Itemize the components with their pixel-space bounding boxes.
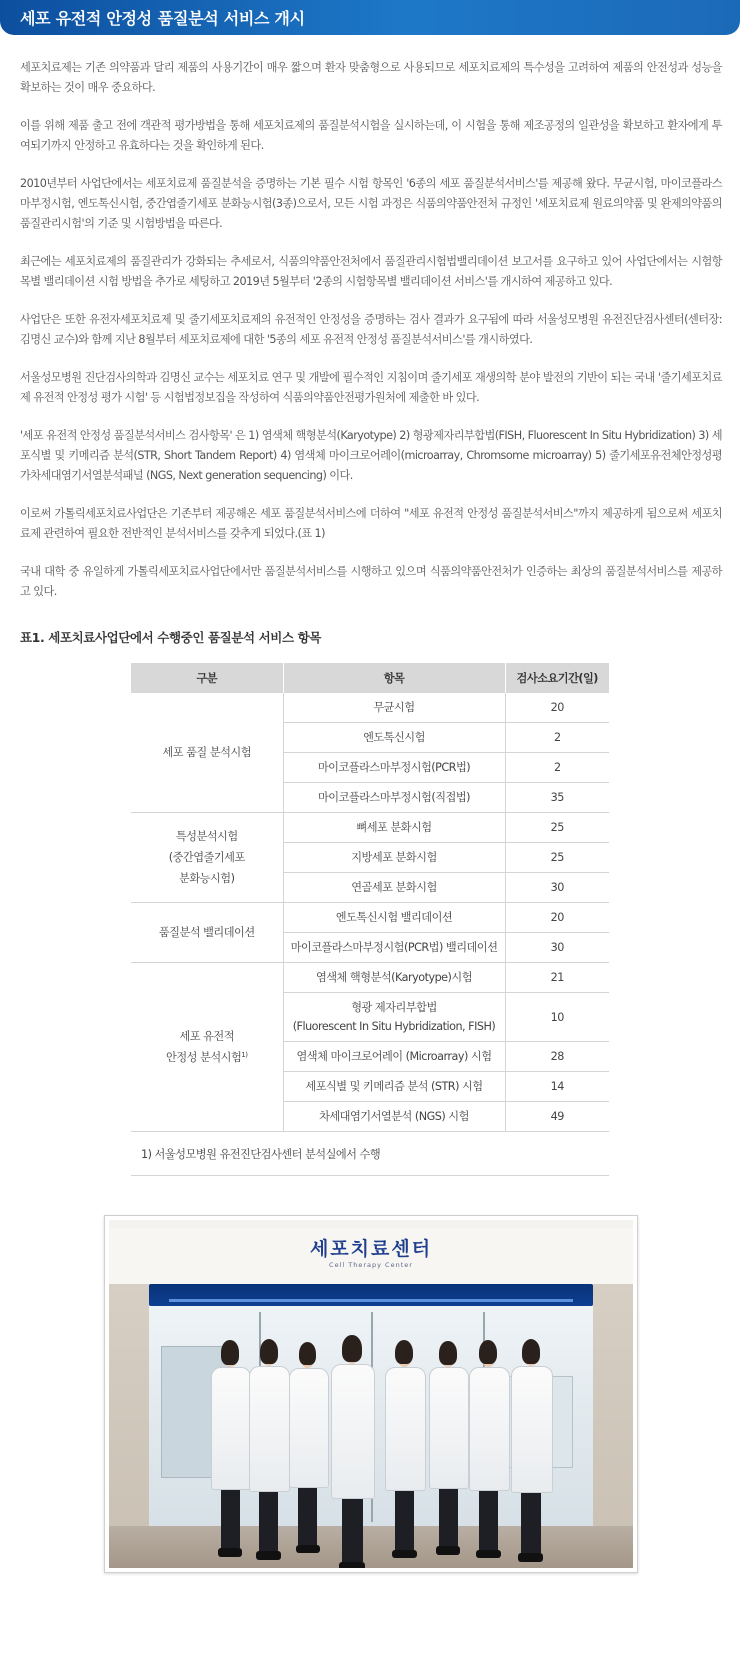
item-cell: 무균시험 [283, 693, 505, 723]
item-cell: 세포식별 및 키메리즘 분석 (STR) 시험 [283, 1072, 505, 1102]
hair [221, 1340, 239, 1364]
item-cell: 차세대염기서열분석 (NGS) 시험 [283, 1102, 505, 1132]
days-cell: 2 [505, 753, 609, 783]
column-header-category: 구분 [131, 663, 283, 693]
item-cell: 마이코플라스마부정시험(PCR법) 밸리데이션 [283, 933, 505, 963]
days-cell: 25 [505, 843, 609, 873]
table-row [131, 693, 609, 723]
hair [299, 1342, 316, 1366]
page-title-part1: 세포 유전적 안정성 [20, 9, 152, 28]
days-cell: 30 [505, 873, 609, 903]
table-footnote [131, 1137, 609, 1176]
days-cell: 49 [505, 1102, 609, 1132]
service-table [131, 663, 609, 1132]
legs [395, 1489, 414, 1549]
center-sign [109, 1228, 633, 1284]
column-header-days: 검사소요기간(일) [505, 663, 609, 693]
paragraph: 최근에는 세포치료제의 품질관리가 강화되는 추세로서, 식품의약품안전처에서 품질관리시험법밸리데이션 보고서를 요구하고 있어 사업단에서는 시험항목별 밸리데이션 시험 방법을 추가로 세팅하고 2019년 5월부터 '2종의 시험항목별 밸리데이션 서비스'를 개시하여 제공하고 있다. [20, 255, 722, 288]
legs [259, 1490, 279, 1551]
table-header-row [131, 663, 609, 693]
category-label: 품질분석 밸리데이션 [158, 926, 255, 939]
table-row [131, 903, 609, 933]
page-title-part2: 품질분석 서비스 개시 [157, 9, 305, 28]
category-label: 세포 품질 분석시험 [162, 746, 252, 759]
days-cell: 10 [505, 993, 609, 1042]
shoes [339, 1562, 366, 1568]
hair [260, 1339, 278, 1364]
days-cell: 14 [505, 1072, 609, 1102]
ceiling [109, 1220, 633, 1228]
staff-member [429, 1341, 467, 1560]
paragraph: 이로써 가톨릭세포치료사업단은 기존부터 제공해온 세포 품질분석서비스에 더하여 "세포 유전적 안정성 품질분석서비스"까지 제공하게 됨으로써 세포치료제 관련하여 필요한 전반적인 분석서비스를 갖추게 되었다.(표 1) [20, 507, 722, 540]
staff-member [331, 1335, 373, 1568]
item-line: 형광 제자리부합법 [351, 1001, 437, 1014]
shoes [296, 1545, 320, 1554]
item-cell: 뼈세포 분화시험 [283, 813, 505, 843]
category-label: (중간엽줄기세포 [168, 851, 245, 864]
legs [521, 1491, 541, 1552]
lab-coat [289, 1368, 329, 1489]
lab-coat [331, 1364, 375, 1499]
days-cell: 20 [505, 693, 609, 723]
lab-coat [511, 1366, 553, 1493]
days-cell: 20 [505, 903, 609, 933]
sign-english: Cell Therapy Center [329, 1261, 413, 1269]
staff-member [385, 1340, 424, 1563]
staff-member [289, 1342, 327, 1558]
paragraph: 사업단은 또한 유전자세포치료제 및 줄기세포치료제의 유전적인 안정성을 증명하는 검사 결과가 요구됨에 따라 서울성모병원 유전진단검사센터(센터장: 김명신 교수)와 함께 지난 8월부터 세포치료제에 대한 '5종의 세포 유전적 안정성 품질분석서비스'를 개시하였다. [20, 313, 722, 346]
hair [395, 1340, 413, 1365]
paragraph: '세포 유전적 안정성 품질분석서비스 검사항목' 은 1) 염색체 핵형분석(Karyotype) 2) 형광제자리부합법(FISH, Fluorescent In Situ Hybridization) 3) 세포식별 및 키메리즘 분석(STR, Short Tandem Report) 4) 염색체 마이크로어레이(microarray, Chromsome microarray) 5) 줄기세포유전체안정성평가차세대염기서열분석패널 (NGS, Next generation sequencing) 이다. [20, 429, 722, 482]
days-cell: 35 [505, 783, 609, 813]
staff-member [211, 1340, 249, 1561]
shoes [436, 1546, 460, 1555]
page-title [20, 6, 305, 29]
shoes [218, 1548, 243, 1557]
paragraph: 세포치료제는 기존 의약품과 달리 제품의 사용기간이 매우 짧으며 환자 맞춤형으로 사용되므로 세포치료제의 특수성을 고려하여 제품의 안전성과 성능을 확보하는 것이 매우 중요하다. [20, 61, 722, 94]
hair [342, 1335, 361, 1362]
category-cell [131, 963, 283, 1132]
lab-coat [385, 1367, 426, 1492]
category-label: 특성분석시험 [175, 830, 238, 843]
item-cell: 마이코플라스마부정시험(직접법) [283, 783, 505, 813]
legs [439, 1487, 458, 1546]
paragraph: 이를 위해 제품 출고 전에 객관적 평가방법을 통해 세포치료제의 품질분석시험을 실시하는데, 이 시험을 통해 제조공정의 일관성을 확보하고 환자에게 투여되기까지 안정하고 유효하다는 것을 확인하게 된다. [20, 119, 722, 152]
footnote-text: 1) 서울성모병원 유전진단검사센터 분석실에서 수행 [141, 1148, 381, 1161]
item-cell: 염색체 마이크로어레이 (Microarray) 시험 [283, 1042, 505, 1072]
paragraph: 국내 대학 중 유일하게 가톨릭세포치료사업단에서만 품질분석서비스를 시행하고 있으며 식품의약품안전처가 인증하는 최상의 품질분석서비스를 제공하고 있다. [20, 565, 722, 598]
category-label: 세포 유전적 [179, 1030, 235, 1043]
days-cell: 25 [505, 813, 609, 843]
legs [298, 1486, 317, 1544]
team-photo-frame [104, 1215, 638, 1573]
category-label: 분화능시험) [179, 872, 235, 885]
legs [342, 1497, 363, 1562]
category-cell [131, 903, 283, 963]
staff-member [469, 1340, 508, 1563]
hair [522, 1339, 540, 1364]
item-cell [283, 993, 505, 1042]
days-cell: 2 [505, 723, 609, 753]
category-cell [131, 693, 283, 813]
title-bar [0, 0, 740, 35]
table-row [131, 963, 609, 993]
lab-coat [249, 1366, 290, 1492]
entrance-lintel [149, 1284, 593, 1306]
item-cell: 엔도톡신시험 [283, 723, 505, 753]
hair [479, 1340, 497, 1365]
lab-coat [469, 1367, 510, 1492]
legs [221, 1488, 240, 1548]
days-cell: 30 [505, 933, 609, 963]
days-cell: 28 [505, 1042, 609, 1072]
staff-member [511, 1339, 551, 1567]
team-photo [109, 1220, 633, 1568]
shoes [476, 1550, 501, 1559]
shoes [256, 1551, 281, 1560]
category-cell [131, 813, 283, 903]
category-label: 안정성 분석시험 [166, 1051, 242, 1064]
staff-member [249, 1339, 288, 1564]
shoes [518, 1553, 543, 1562]
item-cell: 마이코플라스마부정시험(PCR법) [283, 753, 505, 783]
table-caption: 표1. 세포치료사업단에서 수행중인 품질분석 서비스 항목 [20, 630, 321, 645]
item-cell: 염색체 핵형분석(Karyotype)시험 [283, 963, 505, 993]
hair [439, 1341, 456, 1365]
item-cell: 연골세포 분화시험 [283, 873, 505, 903]
paragraph: 2010년부터 사업단에서는 세포치료제 품질분석을 증명하는 기본 필수 시험 항목인 '6종의 세포 품질분석서비스'를 제공해 왔다. 무균시험, 마이코플라스마부정시험, 엔도톡신시험, 중간엽줄기세포 분화능시험(3종)으로서, 모든 시험 과정은 식품의약품안전처 규정인 '세포치료제 원료의약품 및 완제의약품의 품질관리시험'의 기준 및 시험방법을 따른다. [20, 177, 722, 230]
item-cell: 지방세포 분화시험 [283, 843, 505, 873]
lintel-light [169, 1299, 573, 1302]
lab-coat [429, 1367, 469, 1489]
article-body [20, 58, 722, 620]
item-cell: 엔도톡신시험 밸리데이션 [283, 903, 505, 933]
days-cell: 21 [505, 963, 609, 993]
legs [479, 1489, 498, 1549]
column-header-item: 항목 [283, 663, 505, 693]
item-line: (Fluorescent In Situ Hybridization, FISH) [292, 1020, 496, 1033]
lab-coat [211, 1367, 251, 1490]
paragraph: 서울성모병원 진단검사의학과 김명신 교수는 세포치료 연구 및 개발에 필수적인 지침이며 줄기세포 재생의학 분야 발전의 기반이 되는 국내 '줄기세포치료제 유전적 안정성 평가 시험' 등 시험법정보집을 작성하여 식품의약품안전평가원처에 제출한 바 있다. [20, 371, 722, 404]
footnote-marker: 1) [241, 1051, 248, 1059]
sign-korean: 세포치료센터 [309, 1238, 433, 1260]
shoes [392, 1550, 417, 1559]
table-row [131, 813, 609, 843]
